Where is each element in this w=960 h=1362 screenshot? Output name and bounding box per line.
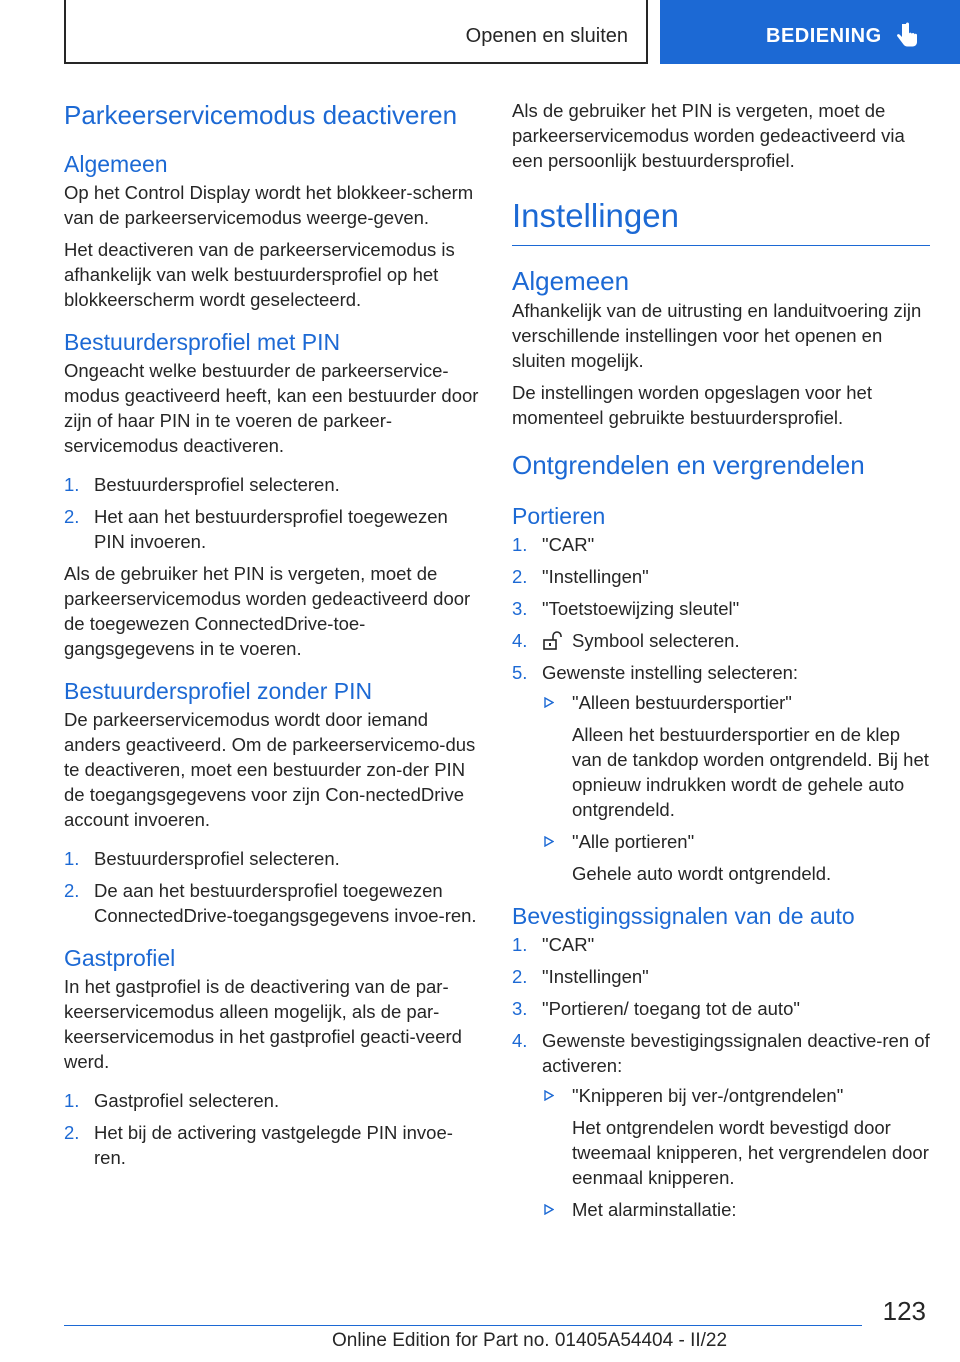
- triangle-bullet-icon: [544, 1090, 554, 1101]
- page-number: 123: [882, 1296, 926, 1326]
- footer-edition: Online Edition for Part no. 01405A54404 - II/22: [332, 1330, 728, 1351]
- step-number: 1.: [512, 534, 528, 555]
- option-item: [542, 829, 930, 886]
- heading-met-pin: Bestuurdersprofiel met PIN: [64, 329, 341, 355]
- steps-zonder-pin: [64, 846, 482, 928]
- list-item: [64, 878, 482, 928]
- option-description: Alleen het bestuurdersportier en de klep van de tankdop worden ontgrendeld. Bij het opnieuw indrukken wordt de gehele auto ontgrendeld.: [572, 724, 929, 820]
- triangle-bullet-icon: [544, 1204, 554, 1215]
- paragraph: Als de gebruiker het PIN is vergeten, moet de parkeerservicemodus worden gedeactiveerd via een persoonlijk bestuurdersprofiel.: [512, 100, 905, 171]
- step-text: "Portieren/ toegang tot de auto": [542, 998, 800, 1019]
- paragraph: In het gastprofiel is de deactivering van de par-keerservicemodus alleen mogelijk, als de par-keerservicemodus in het gastprofiel geacti-veerd werd.: [64, 976, 462, 1072]
- heading-ontgrendelen: Ontgrendelen en vergrendelen: [512, 450, 865, 480]
- list-item: [64, 472, 482, 497]
- step-number: 3.: [512, 598, 528, 619]
- step-number: 2.: [64, 506, 80, 527]
- step-number: 4.: [512, 630, 528, 651]
- step-number: 3.: [512, 998, 528, 1019]
- step-number: 2.: [64, 880, 80, 901]
- paragraph: Als de gebruiker het PIN is vergeten, moet de parkeerservicemodus worden gedeactiveerd door de toegewezen ConnectedDrive-toe-gangsgegevens in te voeren.: [64, 563, 471, 659]
- step-text: "Instellingen": [542, 566, 649, 587]
- option-description: Gehele auto wordt ontgrendeld.: [572, 863, 832, 884]
- step-number: 1.: [64, 474, 80, 495]
- heading-portieren: Portieren: [512, 503, 606, 529]
- option-item: [542, 1083, 930, 1190]
- section-tab: [64, 0, 648, 64]
- paragraph: Het deactiveren van de parkeerservicemodus is afhankelijk van welk bestuurdersprofiel op het blokkeerscherm wordt geselecteerd.: [64, 239, 455, 310]
- list-item: [64, 1088, 482, 1113]
- paragraph: Ongeacht welke bestuurder de parkeerservice-modus geactiveerd heeft, kan een bestuurder door zijn of haar PIN in te voeren de parkeer-servicemodus deactiveren.: [64, 360, 479, 456]
- step-text: Gewenste bevestigingssignalen deactive-ren of activeren:: [542, 1030, 930, 1076]
- step-text: "Toetstoewijzing sleutel": [542, 598, 740, 619]
- options-portieren: [542, 690, 930, 886]
- list-item: [512, 964, 930, 989]
- step-text: Gewenste instelling selecteren:: [542, 662, 799, 683]
- list-item: [512, 660, 930, 886]
- page-header: [0, 0, 960, 66]
- section-title: Openen en sluiten: [465, 25, 628, 47]
- step-text: "CAR": [542, 534, 595, 555]
- option-item: [542, 690, 930, 822]
- chapter-heading-instellingen: Instellingen: [512, 197, 679, 234]
- step-number: 1.: [64, 1090, 80, 1111]
- steps-gastprofiel: [64, 1088, 482, 1170]
- right-column: [512, 98, 930, 1229]
- list-item: [512, 628, 930, 653]
- step-number: 2.: [512, 966, 528, 987]
- option-label: "Alleen bestuurdersportier": [572, 692, 792, 713]
- left-column: [64, 98, 482, 1177]
- step-number: 5.: [512, 662, 528, 683]
- chapter-tab: [660, 0, 960, 64]
- step-number: 2.: [512, 566, 528, 587]
- step-text: De aan het bestuurdersprofiel toegewezen ConnectedDrive-toegangsgegevens invoe-ren.: [94, 880, 477, 926]
- section-title-parkeerservicemodus: Parkeerservicemodus deactiveren: [64, 100, 458, 130]
- unlock-icon: [542, 631, 564, 651]
- step-number: 4.: [512, 1030, 528, 1051]
- list-item: [64, 504, 482, 554]
- step-text: Gastprofiel selecteren.: [94, 1090, 280, 1111]
- step-number: 1.: [64, 848, 80, 869]
- heading-bevestigingssignalen: Bevestigingssignalen van de auto: [512, 903, 855, 929]
- paragraph: De instellingen worden opgeslagen voor het momenteel gebruikte bestuurdersprofiel.: [512, 382, 872, 428]
- list-item: [512, 596, 930, 621]
- option-label: "Alle portieren": [572, 831, 695, 852]
- step-text: Symbool selecteren.: [572, 630, 740, 651]
- list-item: [512, 932, 930, 957]
- step-text: Het bij de activering vastgelegde PIN invoe-ren.: [94, 1122, 453, 1168]
- option-label: "Knipperen bij ver-/ontgrendelen": [572, 1085, 844, 1106]
- step-text: "Instellingen": [542, 966, 649, 987]
- heading-gastprofiel: Gastprofiel: [64, 945, 176, 971]
- step-text: Het aan het bestuurdersprofiel toegewezen PIN invoeren.: [94, 506, 448, 552]
- step-text: Bestuurdersprofiel selecteren.: [94, 848, 340, 869]
- paragraph: Afhankelijk van de uitrusting en landuitvoering zijn verschillende instellingen voor het openen en sluiten mogelijk.: [512, 300, 922, 371]
- heading-zonder-pin: Bestuurdersprofiel zonder PIN: [64, 678, 373, 704]
- option-item: [542, 1197, 930, 1222]
- options-bevestiging: [542, 1083, 930, 1222]
- step-text: "CAR": [542, 934, 595, 955]
- triangle-bullet-icon: [544, 697, 554, 708]
- pointing-hand-icon: [896, 22, 920, 52]
- heading-algemeen: Algemeen: [512, 266, 630, 296]
- steps-met-pin: [64, 472, 482, 554]
- steps-portieren: [512, 532, 930, 886]
- step-number: 2.: [64, 1122, 80, 1143]
- option-label: Met alarminstallatie:: [572, 1199, 737, 1220]
- list-item: [512, 996, 930, 1021]
- triangle-bullet-icon: [544, 836, 554, 847]
- list-item: [512, 532, 930, 557]
- heading-algemeen: Algemeen: [64, 151, 168, 177]
- list-item: [64, 846, 482, 871]
- step-text: Bestuurdersprofiel selecteren.: [94, 474, 340, 495]
- footer-divider: [64, 1325, 862, 1326]
- chapter-title: BEDIENING: [766, 25, 882, 47]
- step-number: 1.: [512, 934, 528, 955]
- chapter-title-block: [512, 197, 930, 246]
- option-description: Het ontgrendelen wordt bevestigd door tweemaal knipperen, het vergrendelen door eenmaal knipperen.: [572, 1117, 929, 1188]
- paragraph: Op het Control Display wordt het blokkeer-scherm van de parkeerservicemodus weerge-geven.: [64, 182, 474, 228]
- list-item: [64, 1120, 482, 1170]
- list-item: [512, 564, 930, 589]
- steps-bevestiging: [512, 932, 930, 1222]
- list-item: [512, 1028, 930, 1222]
- paragraph: De parkeerservicemodus wordt door iemand anders geactiveerd. Om de parkeerservicemo-dus te deactiveren, moet een bestuurder zon-der PIN de toegangsgegevens voor zijn Con-nectedDrive account invoeren.: [64, 709, 476, 830]
